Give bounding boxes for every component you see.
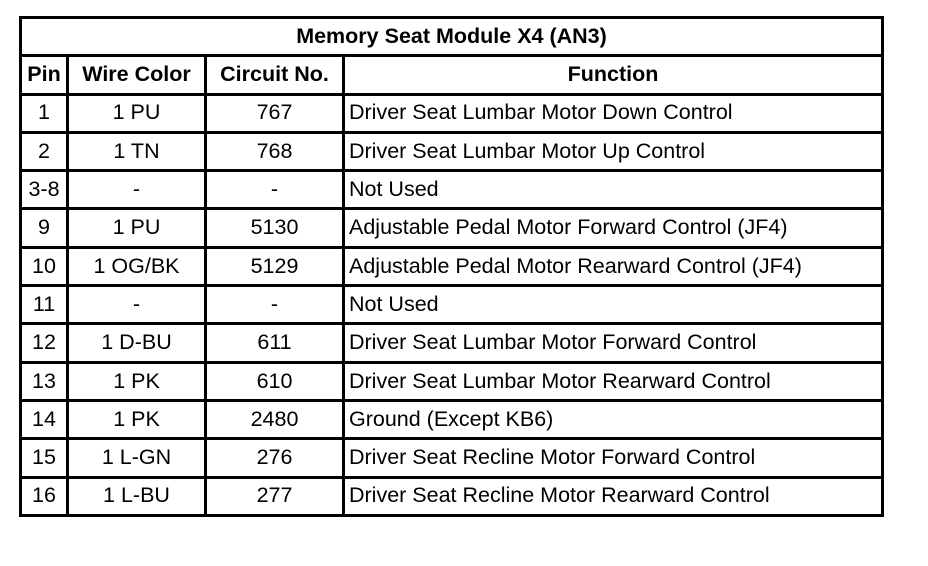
circuit-no-cell: - — [206, 171, 344, 209]
circuit-no-cell: 2480 — [206, 400, 344, 438]
function-cell: Driver Seat Recline Motor Rearward Control — [344, 477, 883, 515]
pin-cell: 14 — [21, 400, 68, 438]
table-row — [21, 171, 883, 209]
circuit-no-cell: 5129 — [206, 247, 344, 285]
circuit-no-cell: 610 — [206, 362, 344, 400]
circuit-no-cell: 768 — [206, 132, 344, 170]
wire-color-cell: - — [68, 286, 206, 324]
header-circuit-no: Circuit No. — [206, 56, 344, 94]
wire-color-cell: 1 L-BU — [68, 477, 206, 515]
wire-color-cell: 1 PU — [68, 94, 206, 132]
wire-color-cell: 1 L-GN — [68, 439, 206, 477]
header-wire-color: Wire Color — [68, 56, 206, 94]
pin-cell: 1 — [21, 94, 68, 132]
wire-color-cell: 1 D-BU — [68, 324, 206, 362]
header-pin: Pin — [21, 56, 68, 94]
function-cell: Adjustable Pedal Motor Forward Control (JF4) — [344, 209, 883, 247]
function-cell: Driver Seat Lumbar Motor Up Control — [344, 132, 883, 170]
function-cell: Not Used — [344, 286, 883, 324]
wire-color-cell: - — [68, 171, 206, 209]
circuit-no-cell: - — [206, 286, 344, 324]
wire-color-cell: 1 PK — [68, 362, 206, 400]
function-cell: Not Used — [344, 171, 883, 209]
pin-cell: 16 — [21, 477, 68, 515]
table-row — [21, 439, 883, 477]
circuit-no-cell: 277 — [206, 477, 344, 515]
wire-color-cell: 1 TN — [68, 132, 206, 170]
table-title-row — [21, 18, 883, 56]
header-function: Function — [344, 56, 883, 94]
wire-color-cell: 1 PU — [68, 209, 206, 247]
circuit-no-cell: 767 — [206, 94, 344, 132]
pin-cell: 12 — [21, 324, 68, 362]
table-row — [21, 400, 883, 438]
circuit-no-cell: 5130 — [206, 209, 344, 247]
function-cell: Driver Seat Lumbar Motor Down Control — [344, 94, 883, 132]
table-header-row — [21, 56, 883, 94]
circuit-no-cell: 276 — [206, 439, 344, 477]
function-cell: Driver Seat Lumbar Motor Forward Control — [344, 324, 883, 362]
table-row — [21, 362, 883, 400]
function-cell: Adjustable Pedal Motor Rearward Control (JF4) — [344, 247, 883, 285]
circuit-no-cell: 611 — [206, 324, 344, 362]
function-cell: Ground (Except KB6) — [344, 400, 883, 438]
pin-cell: 9 — [21, 209, 68, 247]
function-cell: Driver Seat Recline Motor Forward Control — [344, 439, 883, 477]
table-row — [21, 132, 883, 170]
table-row — [21, 94, 883, 132]
connector-pinout-table — [19, 16, 884, 517]
pin-cell: 10 — [21, 247, 68, 285]
pin-cell: 11 — [21, 286, 68, 324]
function-cell: Driver Seat Lumbar Motor Rearward Control — [344, 362, 883, 400]
pin-cell: 3-8 — [21, 171, 68, 209]
wire-color-cell: 1 PK — [68, 400, 206, 438]
wire-color-cell: 1 OG/BK — [68, 247, 206, 285]
pin-cell: 15 — [21, 439, 68, 477]
table-row — [21, 477, 883, 515]
table-title: Memory Seat Module X4 (AN3) — [21, 18, 883, 56]
table-row — [21, 247, 883, 285]
pin-cell: 2 — [21, 132, 68, 170]
table-row — [21, 324, 883, 362]
table-row — [21, 286, 883, 324]
table-row — [21, 209, 883, 247]
pin-cell: 13 — [21, 362, 68, 400]
